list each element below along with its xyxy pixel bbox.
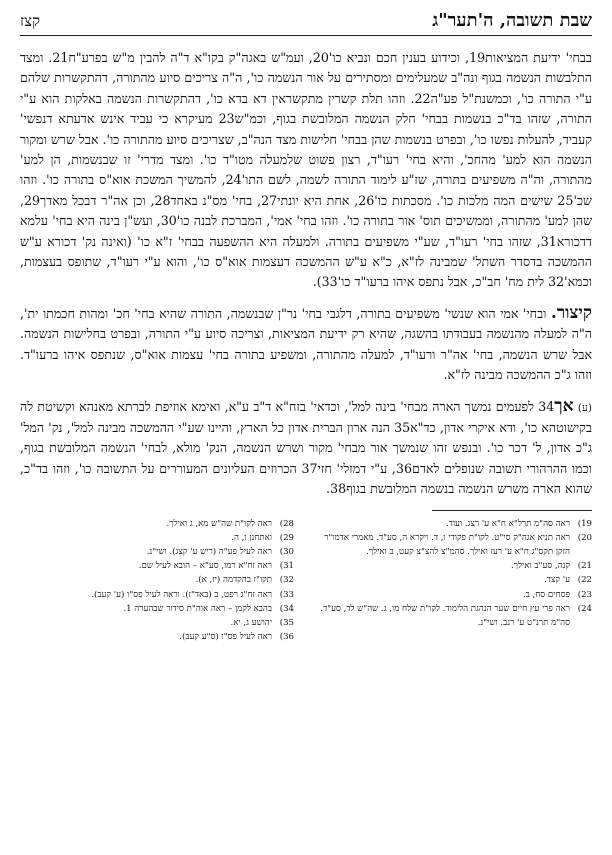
- footnote: 20) ראה תניא אגה"ק סי"ט. לקו"ת פקודי ו, ד. ויקרא ה, סע"ד. מאמרי אדמו"ר הזקן תקס"ג ח"א ע' רעז ואילך. סהמ"צ להצ"צ קעט, ב ואילך.: [324, 532, 592, 557]
- main-text: [20, 48, 592, 500]
- page-number: קצז: [20, 12, 41, 30]
- footnotes-left-column: [20, 517, 294, 645]
- footnote: 32) תקו"ז בהקדמה (יז, א).: [195, 575, 294, 586]
- footnote: 24) ראה פרי עץ חיים שער הנהגת הלימוד. לקו"ת שלח מו, ג. שה"ש לד, סע"ד. סה"מ תרנ"ט ע' רנב. ושי"נ.: [320, 603, 592, 628]
- footnote-separator: [432, 510, 592, 511]
- footnote: 33) ראה זח"ג רפט, ב (באד"ז). וראה לעיל פס"ו (ע' קעב).: [91, 589, 294, 600]
- footnote: 31) ראה זח"א רמו, סע"א – הובא לעיל שם.: [138, 561, 294, 572]
- section-text: 34 לפעמים נמשך הארה מבחי' בינה למל', וכדאי' בזח"א ד"ב ע"א, ואימא אוזיפת לברתא מאנהא וקשיטת לה בקישוטהא כו', ודא איקרי אדון, כד"א35 הנה ארון הברית אדון כל הארץ, והיינו שע"י ההמשכה מבינה למל', נק' המל' ג"כ אדון, ל' דכר כו'. ובנפש זהו שנמשך אור מבחי' מקור ושרש הנשמה, הנק' מולא, לבחי' הנשמה המלובשת בגוף, וכמו ההרהורי תשובה שנופלים לאדם36, ע"י דמזלי' חזי37 הכרוזים העליונים המעוררים על התשובה כו', וזהו בד"כ, שהוא הארה משרש הנשמה בנשמה המלובשת בגוף38.: [20, 398, 592, 497]
- footnotes: [20, 517, 592, 645]
- footnote: 23) פסחים סח, ב.: [522, 589, 592, 600]
- footnote: 28) ראה לקו"ת שה"ש מא, ג ואילך.: [166, 518, 294, 529]
- footnote: 22) ע' קצד.: [544, 575, 592, 586]
- footnote: 30) ראה לעיל פע"ה (ריש ע' קצג). ושי"נ.: [146, 546, 294, 557]
- paragraph-summary: [20, 303, 592, 386]
- footnote: 36) ראה לעיל פס"ו (ס"ע קעב).: [179, 632, 294, 643]
- footnote: 19) ראה סה"מ תרל"א ח"א ע' רצג. ועוד.: [445, 518, 592, 529]
- paragraph-1: בבחי' ידיעת המציאות19, וכידוע בענין חכם ונביא כו'20, ועמ"ש באגה"ק בקו"א ד"ה להבין מ"ש בפרע"ח21. ומצד התלבשות הנשמה בגוף ונה"ב שמעלימים ומסתירים על אור הנשמה כו', ה"ה צריכים סיוע מהתורה, דהתקשרות שלהם ע"י התורה כו', וכמשנת"ל פע"ה22. וזהו תלת קשרין מתקשראין דא בדא כו', דהתקשרות הנשמה באלקות הוא ע"י התורה, שזהו בד"כ בנשמות בבחי' חלק הנשמה המלובשת בגוף, וכמ"ש23 מעיקרא כי עביד אינש אדעתא דנפשי' קעביד, להעלות נפשו כו', ובפרט בנשמות שהן בבחי' חלישות מצד הנה"ב, שצריכים סיוע מהתורה כו'. אבל שרש ומקור הנשמה הוא למע' מהחכ', והיא בחי' רעו"ד, רצון פשוט שלמעלה מטו"ד כו'. ומצד מדרי' זו שבנשמות, הן למע' מהתורה, וה"ה משפיעים בתורה, שז"ע לימוד התורה לשמה, לשם התו'24, להמשיך המשכת אוא"ס בתורה כו'. וזהו שכ'25 שישים המה מלכות כו'. מסכתות כו'26, אחת היא יונתי27, בחי' מס"נ באחד28, וכן אה"ר דבכל מאדך29, שהן למע' מהתורה, וממשיכים תוס' אור בתורה כו'. וזהו בחי' אמי', המברכת לבנה כו'30, ועש"ן בינה היא בחי' עלמא דדכורא31, שזהו בחי' רעו"ד, שע"י משפיעים בתורה. ולמעלה היא ההשפעה בבחי' ז"א כו' (ואינה נק' דכורא ע"ש ההמשכה בדסדר השתל' שמבינה לז"א, כ"א ע"ש ההמשכה דעצמות אוא"ס כו', והוא ע"י רעו"ד, שתופס בעצמות, וכמא'32 לית מח' חב"כ, אבל נתפס איהו ברעו"ד כו'33).: [20, 50, 593, 290]
- footnote: 35) יהושע ג, יא.: [230, 617, 294, 628]
- running-header: [20, 10, 592, 36]
- section-mark: (ע): [577, 401, 592, 414]
- running-title: שבת תשובה, ה'תער"ג: [432, 10, 592, 31]
- footnote: 34) בהבא לקמן – ראה אוה"ת סידור שבהערה 1.: [123, 603, 294, 614]
- summary-lead: קיצור.: [550, 302, 592, 323]
- footnote: 29) ואתחנן ו, ה.: [231, 532, 294, 543]
- paragraph-3: [20, 396, 592, 500]
- footnote: 21) קנה, סע"ב ואילך.: [511, 561, 592, 572]
- section-lead: אך: [554, 395, 574, 416]
- summary-text: ובחי' אמי הוא שנשי' משפיעים בתורה, דלגבי בחי' נר"ן שבנשמה, התורה שהיא בחי' חכ' ומהות חכמתו ית', ה"ה למעלה מהנשמה בעבודתו בהשגה, שהיא רק ידיעת המציאות, וצריכה סיוע ע"י התורה, ובפרט בחלישות הנשמה. אבל שרש הנשמה, בחי' אה"ר ורעו"ד, למעלה מהתורה, ומשפיע בתורה בחי' עצמות אוא"ס, שנתפס איהו ברעו"ד. וזהו ג"כ ההמשכה מבינה לז"א.: [20, 305, 592, 383]
- footnotes-right-column: [318, 517, 592, 645]
